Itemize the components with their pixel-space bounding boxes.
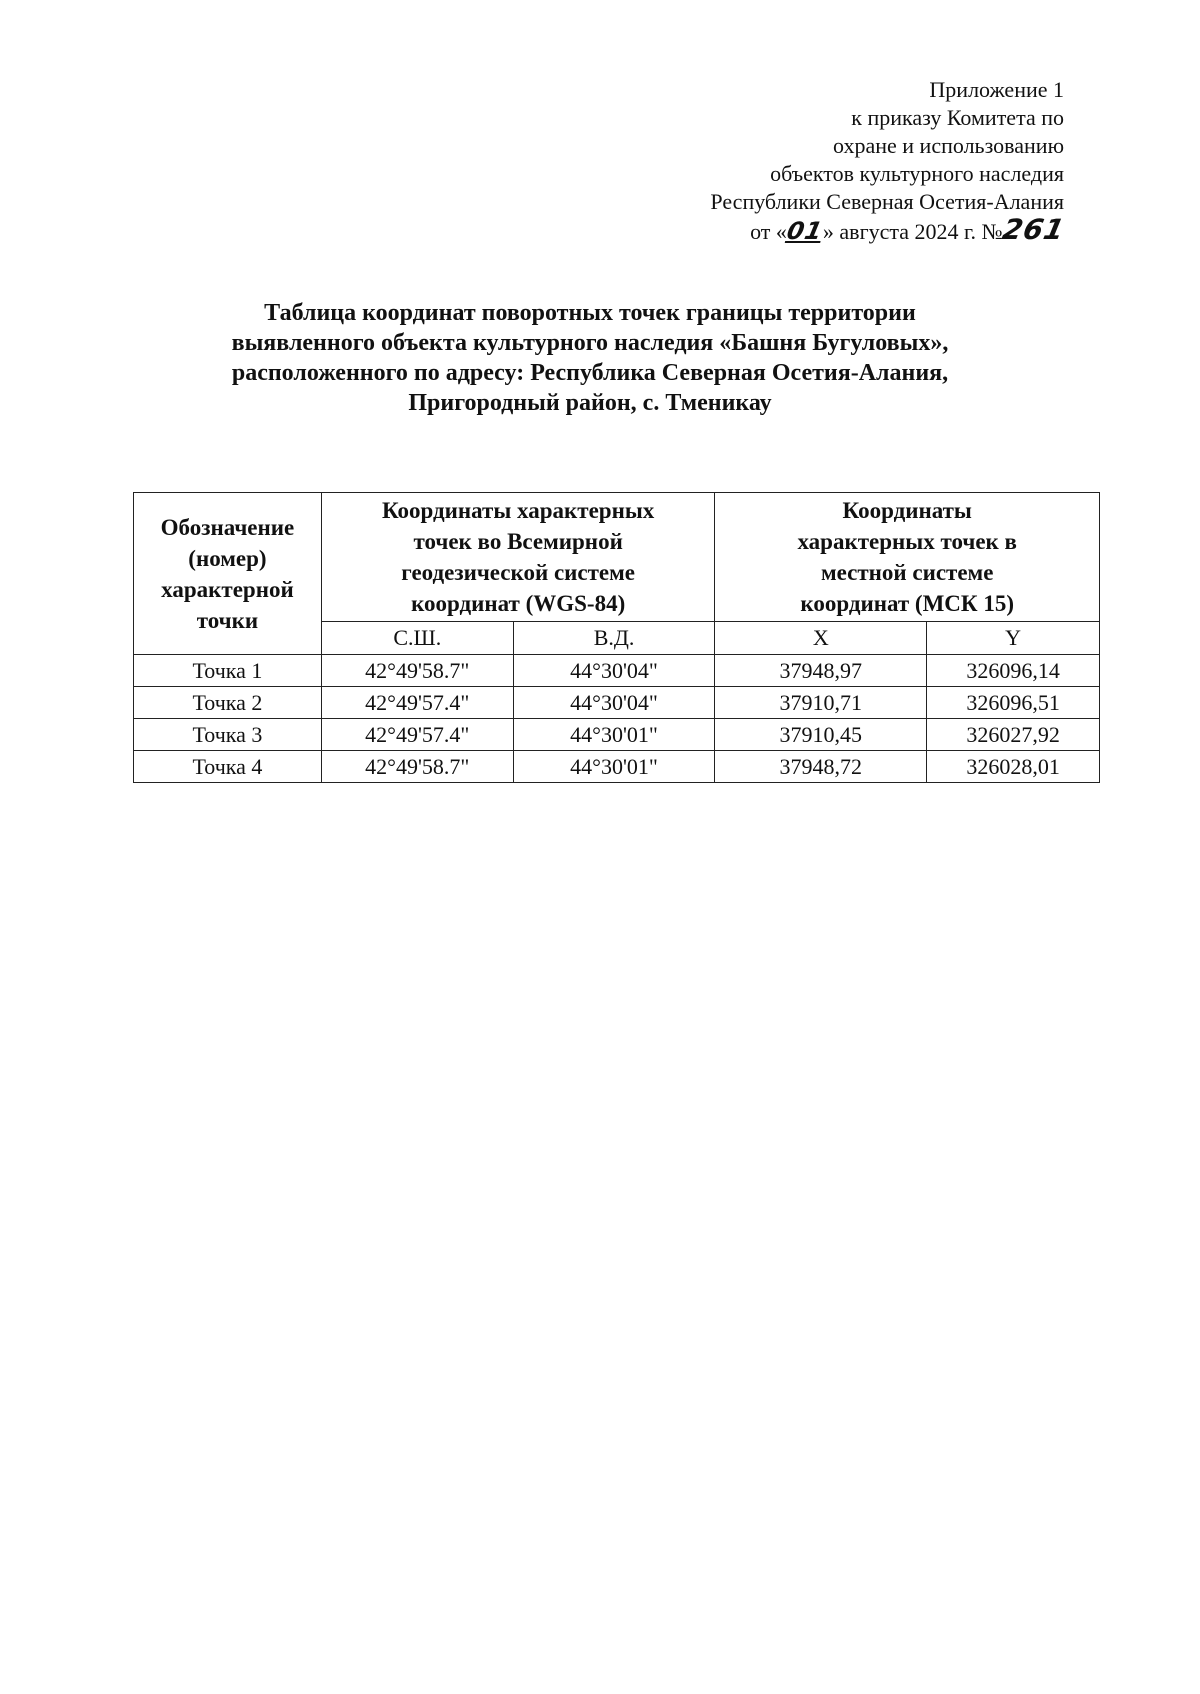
header-msk15-line: местной системе bbox=[820, 560, 994, 585]
appendix-line: Республики Северная Осетия-Алания bbox=[710, 189, 1064, 214]
handwritten-day: 01 bbox=[784, 217, 826, 245]
cell-latitude: 42°49'58.7" bbox=[321, 655, 513, 687]
cell-y: 326096,14 bbox=[927, 655, 1100, 687]
handwritten-order-number: 261 bbox=[999, 213, 1068, 246]
cell-point: Точка 4 bbox=[134, 751, 322, 783]
subheader-y: Y bbox=[927, 622, 1100, 655]
cell-longitude: 44°30'04" bbox=[513, 655, 715, 687]
appendix-line: объектов культурного наследия bbox=[770, 161, 1064, 186]
header-designation-line: точки bbox=[196, 607, 259, 633]
header-designation bbox=[134, 493, 322, 655]
coordinates-table bbox=[133, 492, 1100, 783]
cell-x: 37910,71 bbox=[715, 687, 927, 719]
table-row bbox=[134, 655, 1100, 687]
document-title bbox=[100, 298, 1080, 418]
cell-latitude: 42°49'57.4" bbox=[321, 719, 513, 751]
table-row bbox=[134, 719, 1100, 751]
header-designation-line: (номер) bbox=[188, 545, 267, 571]
appendix-line: к приказу Комитета по bbox=[851, 105, 1064, 130]
cell-x: 37910,45 bbox=[715, 719, 927, 751]
cell-x: 37948,97 bbox=[715, 655, 927, 687]
table-row bbox=[134, 751, 1100, 783]
cell-latitude: 42°49'58.7" bbox=[321, 751, 513, 783]
subheader-x: X bbox=[715, 622, 927, 655]
cell-point: Точка 1 bbox=[134, 655, 322, 687]
title-line: Пригородный район, с. Тменикау bbox=[408, 390, 772, 416]
header-msk15-line: характерных точек в bbox=[797, 529, 1017, 554]
cell-point: Точка 2 bbox=[134, 687, 322, 719]
date-prefix: от « bbox=[750, 219, 787, 244]
subheader-latitude: С.Ш. bbox=[321, 622, 513, 655]
table-header-row bbox=[134, 493, 1100, 622]
title-line: расположенного по адресу: Республика Северная Осетия-Алания, bbox=[231, 360, 949, 386]
header-wgs84-line: Координаты характерных bbox=[381, 498, 655, 523]
title-line: выявленного объекта культурного наследия «Башня Бугуловых», bbox=[231, 330, 949, 356]
table-row bbox=[134, 687, 1100, 719]
cell-y: 326027,92 bbox=[927, 719, 1100, 751]
cell-x: 37948,72 bbox=[715, 751, 927, 783]
subheader-longitude: В.Д. bbox=[513, 622, 715, 655]
appendix-line: охране и использованию bbox=[833, 133, 1064, 158]
cell-y: 326028,01 bbox=[927, 751, 1100, 783]
header-wgs84-line: координат (WGS-84) bbox=[411, 591, 626, 616]
cell-y: 326096,51 bbox=[927, 687, 1100, 719]
header-msk15-line: Координаты bbox=[842, 498, 972, 523]
header-wgs84-line: точек во Всемирной bbox=[413, 529, 623, 554]
cell-latitude: 42°49'57.4" bbox=[321, 687, 513, 719]
header-wgs84 bbox=[321, 493, 715, 622]
cell-point: Точка 3 bbox=[134, 719, 322, 751]
cell-longitude: 44°30'01" bbox=[513, 719, 715, 751]
date-middle: » августа 2024 г. № bbox=[822, 219, 1003, 244]
order-date-line bbox=[710, 213, 1068, 246]
title-line: Таблица координат поворотных точек границы территории bbox=[264, 300, 916, 326]
header-designation-line: Обозначение bbox=[160, 514, 295, 540]
appendix-header bbox=[710, 76, 1068, 246]
header-designation-line: характерной bbox=[161, 576, 294, 602]
appendix-line: Приложение 1 bbox=[929, 77, 1064, 102]
cell-longitude: 44°30'04" bbox=[513, 687, 715, 719]
cell-longitude: 44°30'01" bbox=[513, 751, 715, 783]
header-msk15 bbox=[715, 493, 1100, 622]
header-wgs84-line: геодезической системе bbox=[401, 560, 635, 585]
header-msk15-line: координат (МСК 15) bbox=[800, 591, 1014, 616]
